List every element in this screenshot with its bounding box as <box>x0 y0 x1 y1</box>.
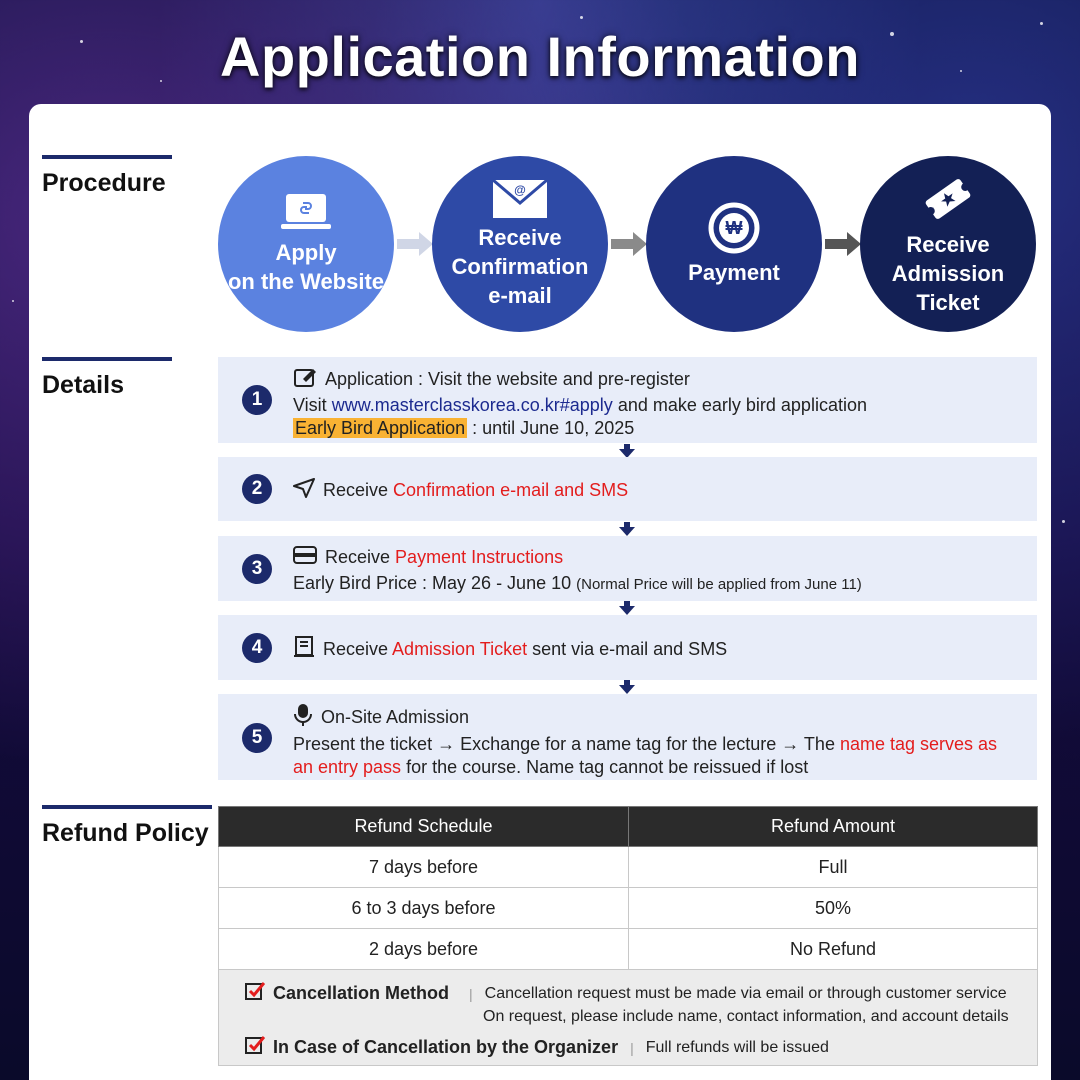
won-coin-icon <box>708 202 760 254</box>
step-label-line3: e-mail <box>488 282 552 308</box>
step-label-line2: Confirmation <box>451 253 589 279</box>
arrow-right-icon <box>397 232 433 256</box>
table-cell: 6 to 3 days before <box>219 888 629 929</box>
table-row <box>219 929 1038 970</box>
step-number-badge: 2 <box>242 474 272 504</box>
table-row <box>219 888 1038 929</box>
step-number-badge: 1 <box>242 385 272 415</box>
cancellation-notes <box>218 969 1038 1066</box>
table-cell: 2 days before <box>219 929 629 970</box>
separator: | <box>469 985 473 1002</box>
microphone-icon <box>293 703 313 733</box>
website-link[interactable]: www.masterclasskorea.co.kr#apply <box>331 395 613 415</box>
column-header: Refund Schedule <box>219 807 629 847</box>
star <box>1062 520 1065 523</box>
detail-prefix: Receive <box>323 638 389 659</box>
star <box>12 300 14 302</box>
entry-pass-note: an entry pass <box>293 757 402 777</box>
note-text: Cancellation request must be made via email or through customer service <box>484 984 1007 1002</box>
early-bird-price: Early Bird Price : May 26 - June 10 <box>293 572 572 593</box>
organizer-cancellation-line <box>245 1035 829 1060</box>
name-tag-note: name tag serves as <box>839 734 998 754</box>
email-icon <box>492 179 548 219</box>
detail-row-4 <box>218 615 1037 680</box>
admission-steps: Present the ticket → Exchange for a name tag for the lecture → The <box>293 734 835 754</box>
detail-row-5 <box>218 694 1037 780</box>
step-number-badge: 3 <box>242 554 272 584</box>
content-panel <box>29 104 1051 1080</box>
note-title: In Case of Cancellation by the Organizer <box>273 1037 619 1057</box>
table-cell: 50% <box>629 888 1038 929</box>
arrow-down-icon <box>619 680 635 694</box>
arrow-down-icon <box>619 522 635 536</box>
separator: | <box>630 1039 634 1056</box>
detail-suffix: sent via e-mail and SMS <box>532 638 728 659</box>
refund-table <box>218 806 1038 970</box>
checkbox-checked-icon <box>245 1035 265 1060</box>
table-cell: Full <box>629 847 1038 888</box>
early-bird-highlight: Early Bird Application <box>295 418 466 438</box>
svg-text:₩: ₩ <box>725 217 743 238</box>
detail-highlight: Payment Instructions <box>395 547 564 567</box>
detail-prefix: Receive <box>325 547 391 567</box>
page-title: Application Information <box>220 25 860 88</box>
step-label-line2: on the Website <box>227 269 385 294</box>
detail-highlight: Confirmation e-mail and SMS <box>393 479 629 500</box>
note-text: On request, please include name, contact information, and account details <box>483 1008 1009 1025</box>
step-label-line1: Receive <box>906 231 990 257</box>
step-label-line1: Payment <box>688 259 780 285</box>
table-header-row <box>219 807 1038 847</box>
normal-price-note: (Normal Price will be applied from June 11) <box>576 575 862 593</box>
section-label-procedure: Procedure <box>42 155 172 198</box>
send-icon <box>293 478 315 504</box>
cancellation-method-line <box>245 981 1007 1006</box>
arrow-right-icon <box>611 232 647 256</box>
procedure-step-ticket <box>860 156 1036 332</box>
table-row <box>219 847 1038 888</box>
card-icon <box>293 546 317 571</box>
step-number-badge: 4 <box>242 633 272 663</box>
ticket-icon <box>921 172 975 226</box>
detail-row-2 <box>218 457 1037 521</box>
step-number-badge: 5 <box>242 723 272 753</box>
early-bird-deadline: : until June 10, 2025 <box>472 418 635 438</box>
table-cell: No Refund <box>629 929 1038 970</box>
reissue-note: for the course. Name tag cannot be reissued if lost <box>406 757 809 777</box>
cancellation-method-line2 <box>483 1008 1009 1026</box>
arrow-right-icon <box>825 232 861 256</box>
detail-title: On-Site Admission <box>321 706 470 727</box>
procedure-step-payment <box>646 156 822 332</box>
step-label-line2: Admission <box>891 260 1005 286</box>
procedure-step-apply <box>218 156 394 332</box>
visit-suffix: and make early bird application <box>617 395 867 415</box>
note-title: Cancellation Method <box>273 983 450 1003</box>
procedure-step-confirmation <box>432 156 608 332</box>
svg-text:@: @ <box>514 182 526 197</box>
arrow-down-icon <box>619 444 635 458</box>
star <box>580 16 583 19</box>
detail-title: Application : Visit the website and pre-register <box>325 368 690 389</box>
checkbox-checked-icon <box>245 981 265 1006</box>
detail-highlight: Admission Ticket <box>392 638 528 659</box>
section-label-details: Details <box>42 357 172 400</box>
detail-row-1 <box>218 357 1037 443</box>
receipt-icon <box>293 636 315 664</box>
detail-prefix: Receive <box>323 479 389 500</box>
step-label-line1: Apply <box>275 240 337 265</box>
arrow-down-icon <box>619 601 635 615</box>
visit-prefix: Visit <box>293 395 327 415</box>
detail-row-3 <box>218 536 1037 601</box>
section-label-refund: Refund Policy <box>42 805 212 848</box>
laptop-link-icon <box>279 192 333 234</box>
step-label-line1: Receive <box>478 224 562 250</box>
column-header: Refund Amount <box>629 807 1038 847</box>
table-cell: 7 days before <box>219 847 629 888</box>
edit-note-icon <box>293 366 317 394</box>
note-text: Full refunds will be issued <box>645 1038 829 1056</box>
step-label-line3: Ticket <box>916 289 980 315</box>
